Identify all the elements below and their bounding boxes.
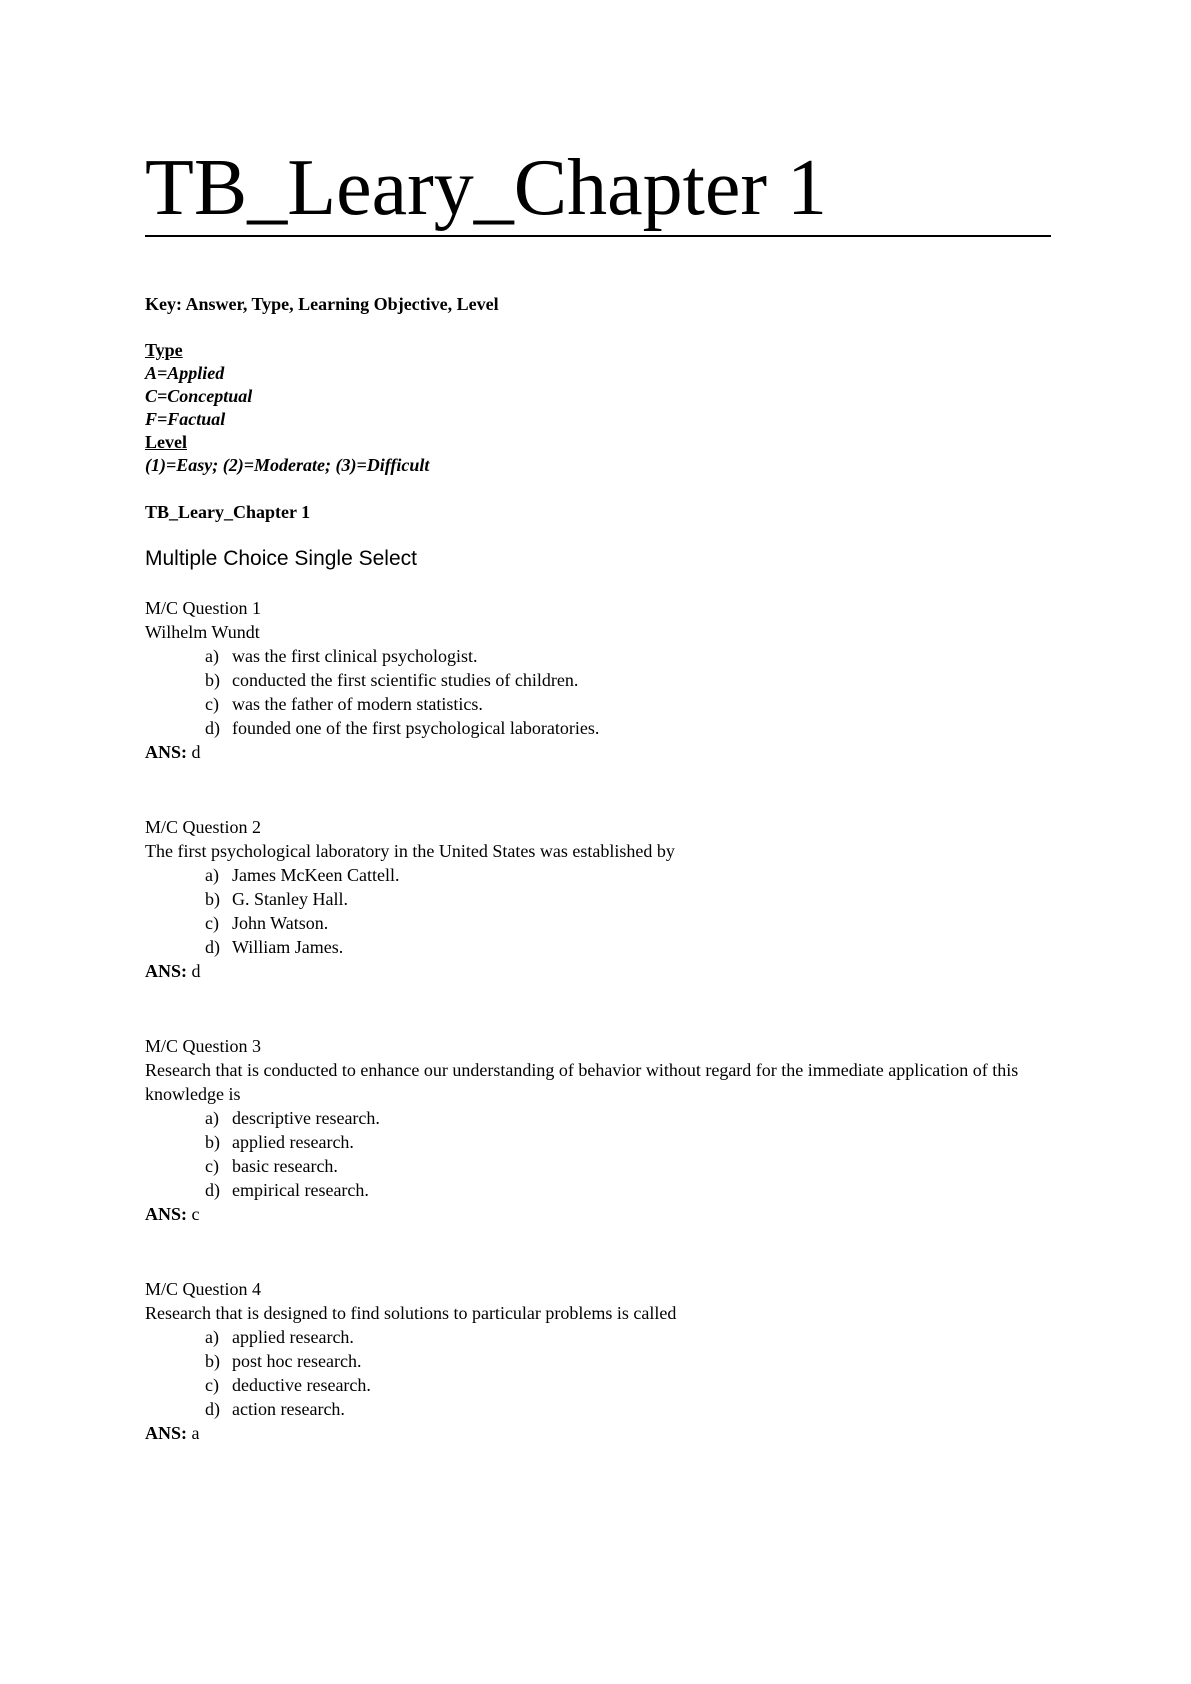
option-item [145,1325,1025,1349]
answer-value: d [191,742,201,762]
option-item [145,1106,1025,1130]
option-letter: c) [205,913,219,933]
option-text: James McKeen Cattell. [232,865,400,885]
type-code-applied: A=Applied [145,363,225,383]
option-text: basic research. [232,1156,338,1176]
question-stem: Research that is conducted to enhance our understanding of behavior without regard for the immediate application of this knowledge is [145,1060,1019,1104]
option-text: was the first clinical psychologist. [232,646,478,666]
option-text: conducted the first scientific studies of children. [232,670,579,690]
option-letter: d) [205,937,220,957]
option-letter: a) [205,1327,219,1347]
option-letter: d) [205,1180,220,1200]
option-letter: b) [205,1132,220,1152]
option-item [145,644,1025,668]
option-list [145,644,1025,740]
question-stem: Research that is designed to find solutions to particular problems is called [145,1303,677,1323]
question-stem: The first psychological laboratory in the United States was established by [145,841,675,861]
answer-value: d [191,961,201,981]
option-text: applied research. [232,1132,354,1152]
option-item [145,716,1025,740]
option-letter: a) [205,1108,219,1128]
option-item [145,1349,1025,1373]
option-list [145,863,1025,959]
option-item [145,1178,1025,1202]
option-item [145,668,1025,692]
type-code-conceptual: C=Conceptual [145,386,253,406]
document-subtitle: TB_Leary_Chapter 1 [145,502,311,522]
option-item [145,1373,1025,1397]
option-text: applied research. [232,1327,354,1347]
option-text: deductive research. [232,1375,371,1395]
option-item [145,1130,1025,1154]
question-label: M/C Question 2 [145,817,262,837]
answer-label: ANS: [145,742,188,762]
option-letter: d) [205,1399,220,1419]
option-letter: c) [205,1375,219,1395]
option-letter: b) [205,1351,220,1371]
key-line: Key: Answer, Type, Learning Objective, Level [145,294,499,314]
option-item [145,863,1025,887]
option-text: post hoc research. [232,1351,362,1371]
question-block [145,1277,1025,1445]
option-text: action research. [232,1399,345,1419]
level-heading: Level [145,432,187,452]
question-label: M/C Question 4 [145,1279,262,1299]
page-title: TB_Leary_Chapter 1 [145,144,827,232]
question-label: M/C Question 3 [145,1036,262,1056]
question-block [145,815,1025,983]
title-underline [145,235,1051,237]
option-letter: a) [205,646,219,666]
option-letter: b) [205,889,220,909]
option-text: empirical research. [232,1180,369,1200]
option-text: descriptive research. [232,1108,380,1128]
answer-line [145,740,1025,764]
type-code-factual: F=Factual [145,409,226,429]
option-list [145,1325,1025,1421]
option-letter: d) [205,718,220,738]
answer-value: a [191,1423,200,1443]
option-item [145,911,1025,935]
answer-label: ANS: [145,1204,188,1224]
answer-line [145,959,1025,983]
option-text: John Watson. [232,913,329,933]
section-heading: Multiple Choice Single Select [145,547,417,570]
option-text: G. Stanley Hall. [232,889,348,909]
option-letter: c) [205,1156,219,1176]
option-letter: a) [205,865,219,885]
type-heading: Type [145,340,183,360]
option-item [145,692,1025,716]
option-item [145,1397,1025,1421]
answer-line [145,1421,1025,1445]
answer-value: c [191,1204,200,1224]
answer-line [145,1202,1025,1226]
answer-label: ANS: [145,1423,188,1443]
question-block [145,596,1025,764]
question-block [145,1034,1025,1226]
option-item [145,887,1025,911]
answer-label: ANS: [145,961,188,981]
option-text: founded one of the first psychological laboratories. [232,718,600,738]
level-codes: (1)=Easy; (2)=Moderate; (3)=Difficult [145,455,430,475]
option-letter: c) [205,694,219,714]
option-list [145,1106,1025,1202]
question-label: M/C Question 1 [145,598,262,618]
option-text: was the father of modern statistics. [232,694,483,714]
option-item [145,935,1025,959]
option-text: William James. [232,937,344,957]
option-item [145,1154,1025,1178]
option-letter: b) [205,670,220,690]
question-stem: Wilhelm Wundt [145,622,260,642]
